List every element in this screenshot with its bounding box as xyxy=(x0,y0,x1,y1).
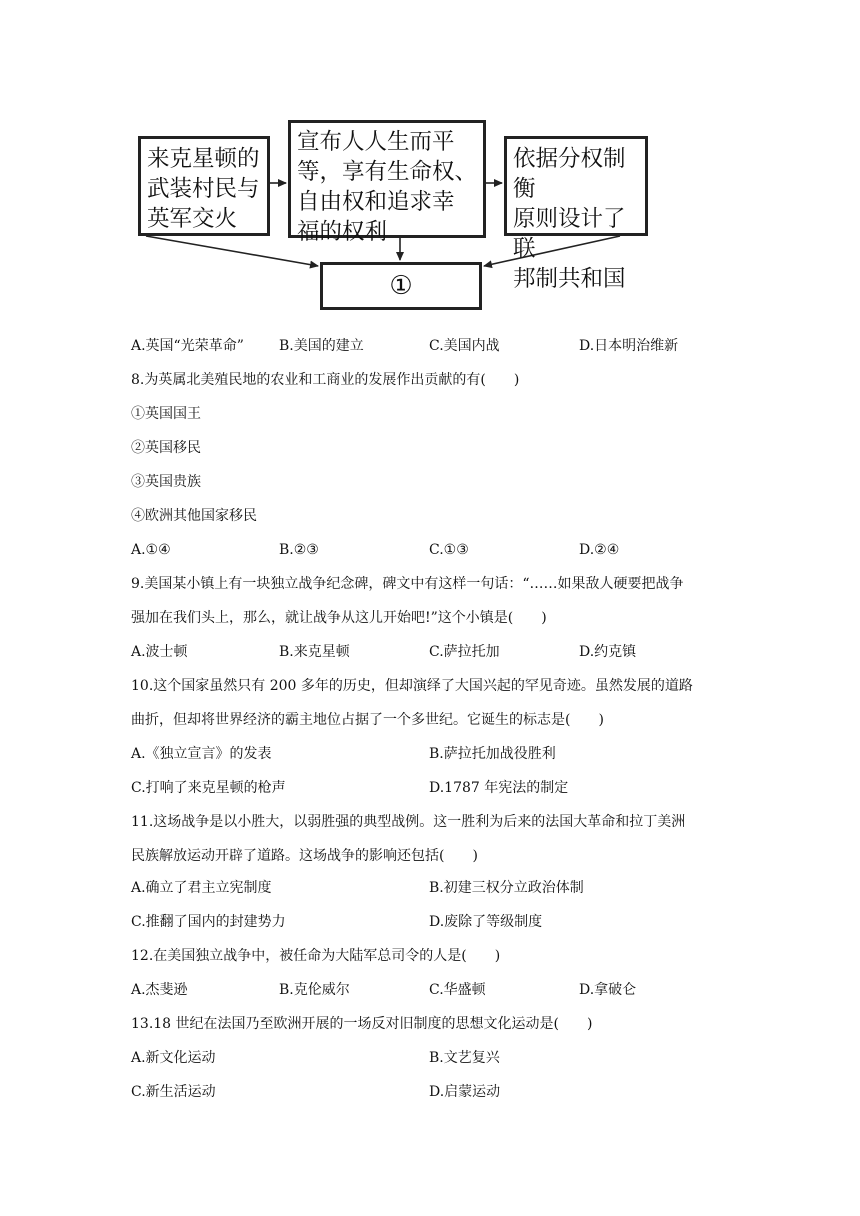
q8-item-2: ②英国移民 xyxy=(131,440,201,456)
arrow-1-to-4 xyxy=(146,236,318,266)
q9-option-b[interactable]: B.来克星顿 xyxy=(279,644,350,660)
diagram-box-federal-republic: 依据分权制衡 原则设计了联 邦制共和国 xyxy=(504,136,648,236)
q13-option-b[interactable]: B.文艺复兴 xyxy=(429,1050,500,1066)
q10-option-a[interactable]: A.《独立宣言》的发表 xyxy=(131,746,272,762)
q10-option-c[interactable]: C.打响了来克星顿的枪声 xyxy=(131,780,286,796)
q12-option-d[interactable]: D.拿破仑 xyxy=(579,982,637,998)
q8-item-3: ③英国贵族 xyxy=(131,474,201,490)
q8-option-b[interactable]: B.②③ xyxy=(279,542,319,558)
q10-stem-line-1: 10.这个国家虽然只有 200 多年的历史，但却演绎了大国兴起的罕见奇迹。虽然发展的道路 xyxy=(131,678,693,694)
q13-option-c[interactable]: C.新生活运动 xyxy=(131,1084,216,1100)
q13-option-d[interactable]: D.启蒙运动 xyxy=(429,1084,501,1100)
q12-stem: 12.在美国独立战争中，被任命为大陆军总司令的人是( ) xyxy=(131,948,501,964)
q9-option-a[interactable]: A.波士顿 xyxy=(131,644,188,660)
q10-option-d[interactable]: D.1787 年宪法的制定 xyxy=(429,780,569,796)
q8-option-d[interactable]: D.②④ xyxy=(579,542,620,558)
q10-option-b[interactable]: B.萨拉托加战役胜利 xyxy=(429,746,556,762)
q11-option-b[interactable]: B.初建三权分立政治体制 xyxy=(429,880,584,896)
q8-item-1: ①英国国王 xyxy=(131,406,201,422)
q13-option-a[interactable]: A.新文化运动 xyxy=(131,1050,216,1066)
q8-option-a[interactable]: A.①④ xyxy=(131,542,171,558)
q7-option-d[interactable]: D.日本明治维新 xyxy=(579,338,679,354)
flow-diagram xyxy=(128,108,720,320)
q10-stem-line-2: 曲折，但却将世界经济的霸主地位占据了一个多世纪。它诞生的标志是( ) xyxy=(131,712,604,728)
q11-option-c[interactable]: C.推翻了国内的封建势力 xyxy=(131,914,286,930)
q12-option-a[interactable]: A.杰斐逊 xyxy=(131,982,188,998)
q9-option-c[interactable]: C.萨拉托加 xyxy=(429,644,500,660)
diagram-box-declaration: 宣布人人生而平 等，享有生命权、 自由权和追求幸 福的权利 xyxy=(288,120,486,238)
q11-option-a[interactable]: A.确立了君主立宪制度 xyxy=(131,880,272,896)
q11-option-d[interactable]: D.废除了等级制度 xyxy=(429,914,543,930)
diagram-box-lexington: 来克星顿的 武装村民与 英军交火 xyxy=(138,136,270,236)
q9-stem-line-2: 强加在我们头上，那么，就让战争从这儿开始吧!”这个小镇是( ) xyxy=(131,610,547,626)
q12-option-c[interactable]: C.华盛顿 xyxy=(429,982,486,998)
q9-stem-line-1: 9.美国某小镇上有一块独立战争纪念碑，碑文中有这样一句话：“……如果敌人硬要把战争 xyxy=(131,576,684,592)
arrow-3-to-4 xyxy=(484,236,620,266)
q8-item-4: ④欧洲其他国家移民 xyxy=(131,508,257,524)
q11-stem-line-2: 民族解放运动开辟了道路。这场战争的影响还包括( ) xyxy=(131,848,478,864)
q7-option-b[interactable]: B.美国的建立 xyxy=(279,338,364,354)
q7-option-c[interactable]: C.美国内战 xyxy=(429,338,500,354)
q9-option-d[interactable]: D.约克镇 xyxy=(579,644,637,660)
q8-option-c[interactable]: C.①③ xyxy=(429,542,469,558)
q12-option-b[interactable]: B.克伦威尔 xyxy=(279,982,350,998)
q8-stem: 8.为英属北美殖民地的农业和工商业的发展作出贡献的有( ) xyxy=(131,372,520,388)
q13-stem: 13.18 世纪在法国乃至欧洲开展的一场反对旧制度的思想文化运动是( ) xyxy=(131,1016,593,1032)
q7-option-a[interactable]: A.英国“光荣革命” xyxy=(131,338,244,354)
diagram-box-answer: ① xyxy=(320,262,482,310)
q11-stem-line-1: 11.这场战争是以小胜大，以弱胜强的典型战例。这一胜利为后来的法国大革命和拉丁美洲 xyxy=(131,814,686,830)
